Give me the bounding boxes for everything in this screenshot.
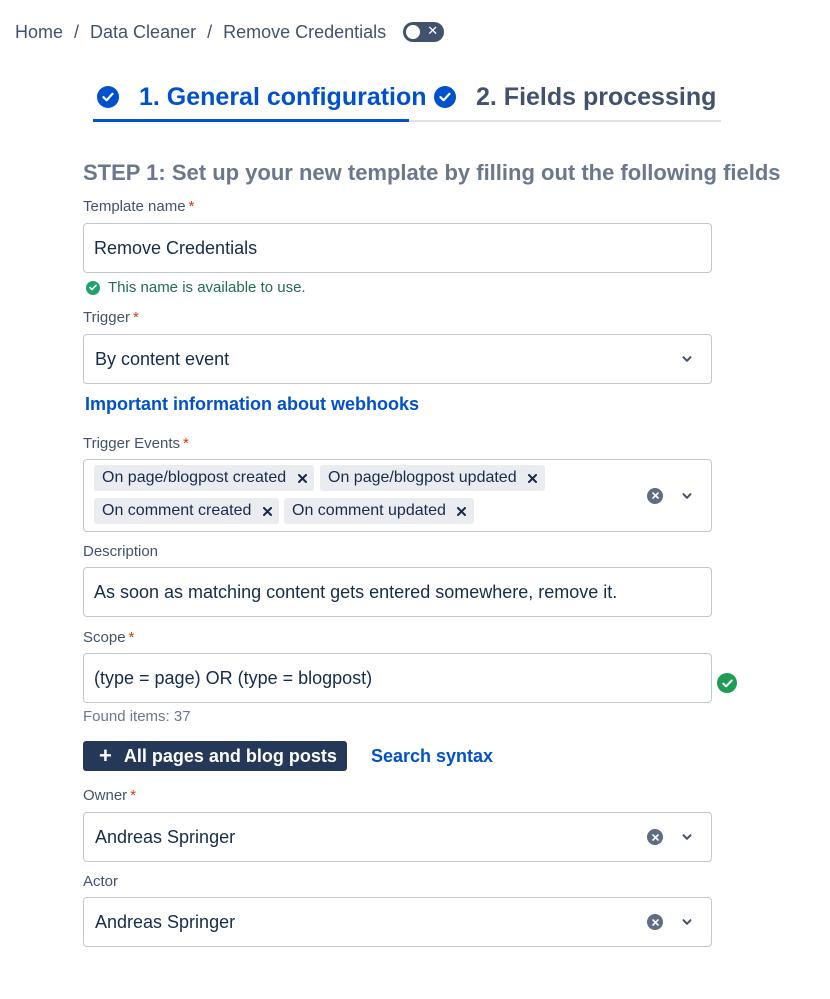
description-label — [83, 543, 158, 560]
breadcrumb-separator: / — [74, 21, 80, 42]
found-items-count: Found items: 37 — [83, 708, 191, 725]
chevron-down-icon[interactable] — [681, 831, 693, 843]
select-value: By content event — [95, 348, 230, 369]
breadcrumb-separator: / — [207, 21, 213, 42]
breadcrumb-data-cleaner[interactable]: Data Cleaner — [90, 21, 197, 42]
toggle-knob — [406, 25, 420, 39]
label-text: Template name — [83, 198, 186, 215]
clear-icon[interactable] — [647, 829, 663, 845]
required-mark: * — [188, 198, 195, 215]
label-text: Trigger — [83, 309, 130, 326]
label-text: Scope — [83, 629, 126, 646]
tab-label: 1. General configuration — [139, 83, 427, 111]
owner-label — [83, 787, 136, 804]
input-value: (type = page) OR (type = blogpost) — [94, 667, 373, 688]
tab-fields-processing[interactable] — [434, 80, 716, 122]
tab-label: 2. Fields processing — [476, 83, 717, 111]
actor-label — [83, 873, 118, 890]
chevron-down-icon[interactable] — [681, 916, 693, 928]
enable-toggle[interactable] — [403, 22, 444, 42]
trigger-select[interactable] — [83, 334, 712, 384]
input-value: As soon as matching content gets entered somewhere, remove it. — [94, 581, 618, 602]
scope-input[interactable] — [83, 653, 712, 703]
wizard-tabs — [93, 80, 721, 122]
label-text: Description — [83, 543, 159, 560]
all-pages-and-blog-posts-button[interactable] — [83, 741, 347, 771]
required-mark: * — [132, 309, 139, 326]
template-name-input[interactable] — [83, 223, 712, 273]
chip-label: On page/blogpost updated — [328, 469, 517, 486]
event-chip — [94, 465, 314, 491]
label-text: Owner — [83, 787, 128, 804]
trigger-events-multiselect[interactable] — [83, 459, 712, 532]
required-mark: * — [128, 629, 135, 646]
breadcrumb-current: Remove Credentials — [223, 21, 387, 42]
chevron-down-icon[interactable] — [681, 490, 693, 502]
validation-text: This name is available to use. — [108, 279, 306, 296]
owner-select[interactable] — [83, 812, 712, 862]
breadcrumb — [15, 20, 444, 44]
select-value: Andreas Springer — [95, 911, 236, 932]
trigger-label — [83, 309, 139, 326]
plus-icon: + — [99, 743, 112, 768]
name-validation-message — [86, 279, 306, 296]
remove-chip-icon[interactable] — [290, 465, 314, 491]
actor-select[interactable] — [83, 897, 712, 947]
active-tab-indicator — [93, 119, 409, 122]
success-check-icon — [86, 281, 100, 295]
required-mark: * — [130, 787, 137, 804]
event-chip — [94, 498, 279, 524]
webhooks-info-link[interactable]: Important information about webhooks — [85, 394, 419, 414]
select-value: Andreas Springer — [95, 826, 236, 847]
input-value: Remove Credentials — [94, 237, 258, 258]
label-text: Trigger Events — [83, 435, 180, 452]
event-chip — [320, 465, 545, 491]
required-mark: * — [182, 435, 189, 452]
tab-general-configuration[interactable] — [97, 80, 427, 122]
clear-icon[interactable] — [647, 488, 663, 504]
remove-chip-icon[interactable] — [255, 498, 279, 524]
chevron-down-icon — [681, 353, 693, 365]
step-heading: STEP 1: Set up your new template by filling out the following fields — [83, 160, 781, 185]
remove-chip-icon[interactable] — [450, 498, 474, 524]
description-input[interactable] — [83, 567, 712, 617]
breadcrumb-home[interactable]: Home — [15, 21, 64, 42]
template-name-label — [83, 198, 194, 215]
scope-valid-check-icon — [717, 673, 737, 693]
remove-chip-icon[interactable] — [521, 465, 545, 491]
label-text: Actor — [83, 873, 119, 890]
button-label: All pages and blog posts — [123, 745, 337, 766]
chip-label: On comment created — [102, 502, 252, 519]
check-circle-icon — [434, 86, 456, 108]
chip-label: On page/blogpost created — [102, 469, 287, 486]
check-circle-icon — [97, 86, 119, 108]
scope-label — [83, 629, 134, 646]
chip-label: On comment updated — [292, 502, 446, 519]
toggle-off-icon: ✕ — [427, 23, 439, 38]
trigger-events-label — [83, 435, 189, 452]
clear-icon[interactable] — [647, 914, 663, 930]
event-chip — [284, 498, 474, 524]
search-syntax-link[interactable]: Search syntax — [371, 746, 494, 766]
